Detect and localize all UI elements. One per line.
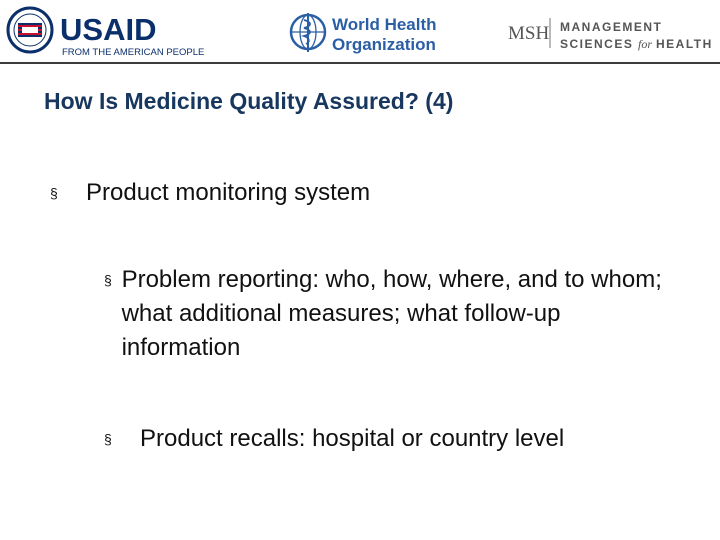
svg-text:FROM THE AMERICAN PEOPLE: FROM THE AMERICAN PEOPLE: [62, 47, 205, 58]
svg-text:MSH: MSH: [508, 23, 550, 44]
svg-text:SCIENCES: SCIENCES: [560, 37, 634, 51]
bullet-icon: §: [104, 431, 112, 447]
svg-text:for: for: [638, 37, 653, 51]
usaid-seal-icon: [8, 8, 52, 52]
msh-logo: [506, 10, 713, 56]
bullet-text: Problem reporting: who, how, where, and to whom; what additional measures; what follow-up information: [121, 266, 662, 361]
bullet-text: Product monitoring system: [86, 179, 371, 206]
bullet-level2-item: [104, 422, 704, 456]
slide-title: How Is Medicine Quality Assured? (4): [44, 88, 454, 114]
svg-text:USAID: USAID: [60, 12, 157, 47]
bullet-text: Product recalls: hospital or country level: [140, 425, 565, 452]
svg-text:MANAGEMENT: MANAGEMENT: [560, 20, 663, 34]
who-emblem-icon: [291, 13, 325, 52]
svg-text:Organization: Organization: [332, 35, 436, 54]
bullet-icon: §: [50, 185, 58, 201]
logo-band: [0, 0, 720, 70]
who-logo: [286, 8, 446, 58]
bullet-level1: [50, 176, 370, 210]
svg-text:World Health: World Health: [332, 15, 437, 34]
bullet-icon: §: [104, 272, 112, 288]
header-divider: [0, 62, 720, 64]
usaid-logo: [6, 6, 205, 60]
bullet-level2-item: [104, 263, 664, 365]
svg-text:HEALTH: HEALTH: [656, 37, 713, 51]
